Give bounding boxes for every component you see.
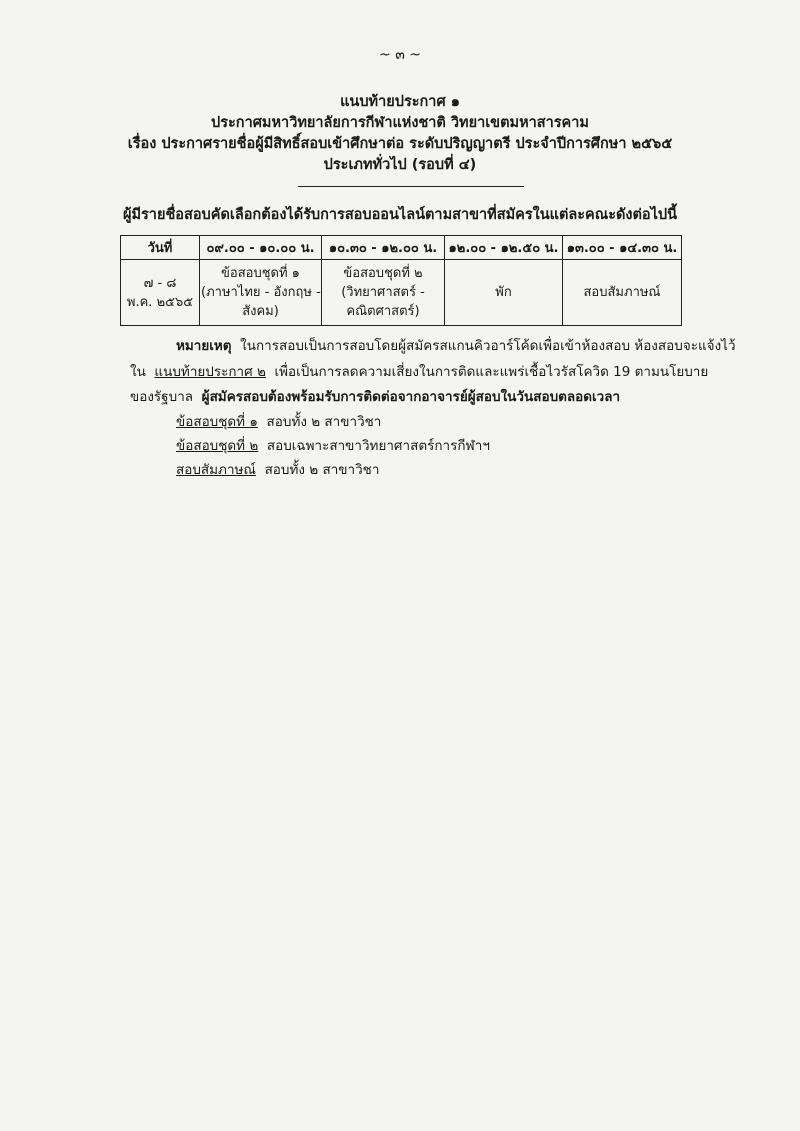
header-divider xyxy=(298,186,524,187)
list-item xyxy=(176,458,379,480)
table-header-row xyxy=(121,236,682,260)
notes-line-2 xyxy=(130,360,708,382)
exam-set-1-desc: สอบทั้ง ๒ สาขาวิชา xyxy=(266,414,382,430)
exam-set-2-desc: สอบเฉพาะสาขาวิทยาศาสตร์การกีฬาฯ xyxy=(266,438,490,454)
notes-line2-text: เพื่อเป็นการลดความเสี่ยงในการติดและแพร่เชื้อไวรัสโควิด 19 ตามนโยบาย xyxy=(274,364,709,380)
page-number: ~ ๓ ~ xyxy=(379,47,421,63)
intro-text: ผู้มีรายชื่อสอบคัดเลือกต้องได้รับการสอบออนไลน์ตามสาขาที่สมัครในแต่ละคณะดังต่อไปนี้ xyxy=(122,207,678,223)
exam-schedule-table xyxy=(120,235,682,326)
interview-desc: สอบทั้ง ๒ สาขาวิชา xyxy=(264,462,380,478)
header-subject: เรื่อง ประกาศรายชื่อผู้มีสิทธิ์สอบเข้าศึกษาต่อ ระดับปริญญาตรี ประจำปีการศึกษา ๒๕๖๕ xyxy=(127,136,673,152)
cell-slot-2 xyxy=(322,260,445,326)
header-annex-title: แนบท้ายประกาศ ๑ xyxy=(340,94,460,110)
notes-contact-requirement: ผู้สมัครสอบต้องพร้อมรับการติดต่อจากอาจารย์ผู้สอบในวันสอบตลอดเวลา xyxy=(201,389,621,405)
slot1-line2: (ภาษาไทย - อังกฤษ - xyxy=(201,285,321,300)
notes-line1-text: ในการสอบเป็นการสอบโดยผู้สมัครสแกนคิวอาร์โค้ดเพื่อเข้าห้องสอบ ห้องสอบจะแจ้งไว้ xyxy=(240,338,736,354)
notes-line2-prefix: ใน xyxy=(130,364,146,380)
date-days: ๗ - ๘ xyxy=(143,275,177,291)
notes-line3-prefix: ของรัฐบาล xyxy=(130,389,194,405)
exam-set-1-label: ข้อสอบชุดที่ ๑ xyxy=(176,414,258,430)
header-category: ประเภททั่วไป (รอบที่ ๔) xyxy=(323,157,477,173)
notes-line-3 xyxy=(130,385,620,407)
header-date: วันที่ xyxy=(121,236,200,260)
slot2-line3: คณิตศาสตร์) xyxy=(346,304,420,319)
slot1-line1: ข้อสอบชุดที่ ๑ xyxy=(221,266,300,281)
cell-date xyxy=(121,260,200,326)
header-announcement: ประกาศมหาวิทยาลัยการกีฬาแห่งชาติ วิทยาเขตมหาสารคาม xyxy=(211,115,589,131)
notes-line-1 xyxy=(176,334,736,356)
slot2-line1: ข้อสอบชุดที่ ๒ xyxy=(343,266,423,281)
cell-slot-4: สอบสัมภาษณ์ xyxy=(563,260,682,326)
table-row xyxy=(121,260,682,326)
document-header xyxy=(0,92,800,176)
cell-slot-3: พัก xyxy=(445,260,563,326)
header-slot-4: ๑๓.๐๐ - ๑๔.๓๐ น. xyxy=(563,236,682,260)
cell-slot-1 xyxy=(200,260,322,326)
annex-2-reference: แนบท้ายประกาศ ๒ xyxy=(154,364,266,380)
header-slot-3: ๑๒.๐๐ - ๑๒.๕๐ น. xyxy=(445,236,563,260)
list-item xyxy=(176,410,381,432)
list-item xyxy=(176,434,490,456)
header-slot-2: ๑๐.๓๐ - ๑๒.๐๐ น. xyxy=(322,236,445,260)
interview-label: สอบสัมภาษณ์ xyxy=(176,462,256,478)
date-month: พ.ค. ๒๕๖๕ xyxy=(126,294,194,310)
exam-set-2-label: ข้อสอบชุดที่ ๒ xyxy=(176,438,259,454)
slot2-line2: (วิทยาศาสตร์ - xyxy=(341,285,425,300)
slot1-line3: สังคม) xyxy=(242,304,279,319)
header-slot-1: ๐๙.๐๐ - ๑๐.๐๐ น. xyxy=(200,236,322,260)
notes-label: หมายเหตุ xyxy=(176,338,232,354)
